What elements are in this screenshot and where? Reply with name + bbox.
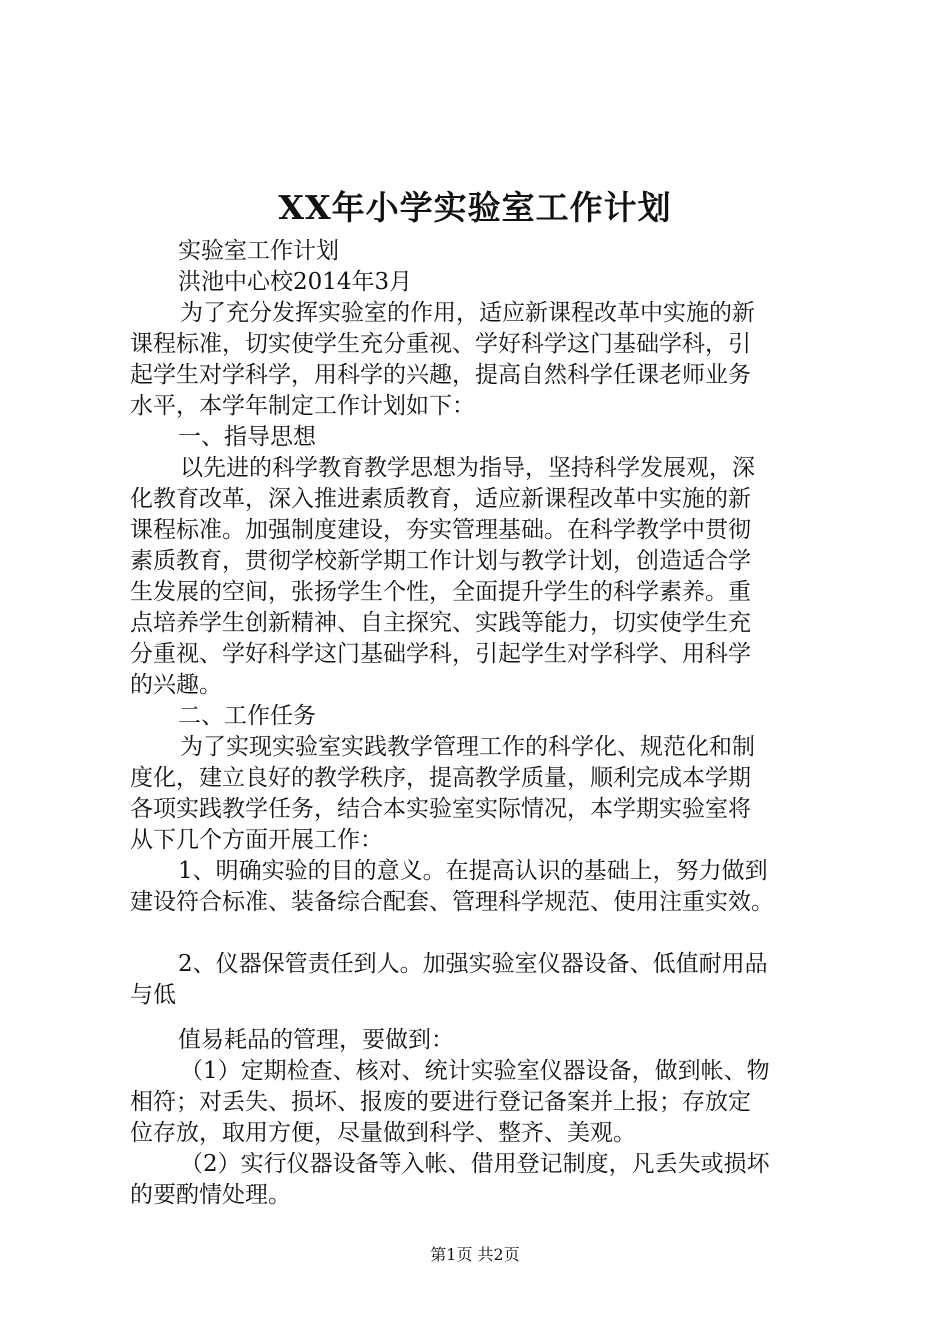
text-line: 位存放，取用方便，尽量做到科学、整齐、美观。 bbox=[130, 1120, 636, 1146]
text-line: 的兴趣。 bbox=[130, 672, 222, 698]
page-number-footer: 第1页 共2页 bbox=[430, 1245, 520, 1264]
text-line: 课程标准。加强制度建设，夯实管理基础。在科学教学中贯彻 bbox=[130, 517, 751, 543]
blank-line bbox=[130, 918, 830, 949]
text-line: 相符；对丢失、损坏、报废的要进行登记备案并上报；存放定 bbox=[130, 1089, 751, 1115]
document-title: XX年小学实验室工作计划 bbox=[278, 188, 672, 227]
text-line: 从下几个方面开展工作： bbox=[130, 827, 383, 853]
text-line: （1）定期检查、核对、统计实验室仪器设备，做到帐、物 bbox=[180, 1058, 770, 1084]
text-line: 各项实践教学任务，结合本实验室实际情况，本学期实验室将 bbox=[130, 796, 751, 822]
text-line: 生发展的空间，张扬学生个性，全面提升学生的科学素养。重 bbox=[130, 579, 751, 605]
text-line: 课程标准，切实使学生充分重视、学好科学这门基础学科，引 bbox=[130, 331, 751, 357]
text-line: 值易耗品的管理，要做到： bbox=[178, 1027, 454, 1053]
text-line: 为了实现实验室实践教学管理工作的科学化、规范化和制 bbox=[180, 734, 755, 760]
text-line: 素质教育，贯彻学校新学期工作计划与教学计划，创造适合学 bbox=[130, 548, 751, 574]
section-heading: 二、工作任务 bbox=[178, 703, 316, 729]
text-line: 为了充分发挥实验室的作用，适应新课程改革中实施的新 bbox=[180, 300, 755, 326]
text-line: 洪池中心校2014年3月 bbox=[178, 269, 413, 295]
paragraph-gap bbox=[130, 1011, 830, 1025]
text-line: 度化，建立良好的教学秩序，提高教学质量，顺利完成本学期 bbox=[130, 765, 751, 791]
text-line: 1、明确实验的目的意义。在提高认识的基础上，努力做到 bbox=[178, 858, 768, 884]
text-line: 化教育改革，深入推进素质教育，适应新课程改革中实施的新 bbox=[130, 486, 751, 512]
document-body bbox=[130, 236, 830, 1211]
text-line: 与低 bbox=[130, 982, 176, 1008]
text-line: 2、仪器保管责任到人。加强实验室仪器设备、低值耐用品 bbox=[178, 951, 768, 977]
text-line: （2）实行仪器设备等入帐、借用登记制度，凡丢失或损坏 bbox=[180, 1151, 770, 1177]
section-heading: 一、指导思想 bbox=[178, 424, 316, 450]
text-line: 点培养学生创新精神、自主探究、实践等能力，切实使学生充 bbox=[130, 610, 751, 636]
text-line: 的要酌情处理。 bbox=[130, 1182, 291, 1208]
text-line: 实验室工作计划 bbox=[178, 238, 339, 264]
text-line: 分重视、学好科学这门基础学科，引起学生对学科学、用科学 bbox=[130, 641, 751, 667]
text-line: 起学生对学科学，用科学的兴趣，提高自然科学任课老师业务 bbox=[130, 362, 751, 388]
text-line: 水平，本学年制定工作计划如下： bbox=[130, 393, 475, 419]
text-line: 以先进的科学教育教学思想为指导，坚持科学发展观，深 bbox=[180, 455, 755, 481]
text-line: 建设符合标准、装备综合配套、管理科学规范、使用注重实效。 bbox=[130, 889, 774, 915]
